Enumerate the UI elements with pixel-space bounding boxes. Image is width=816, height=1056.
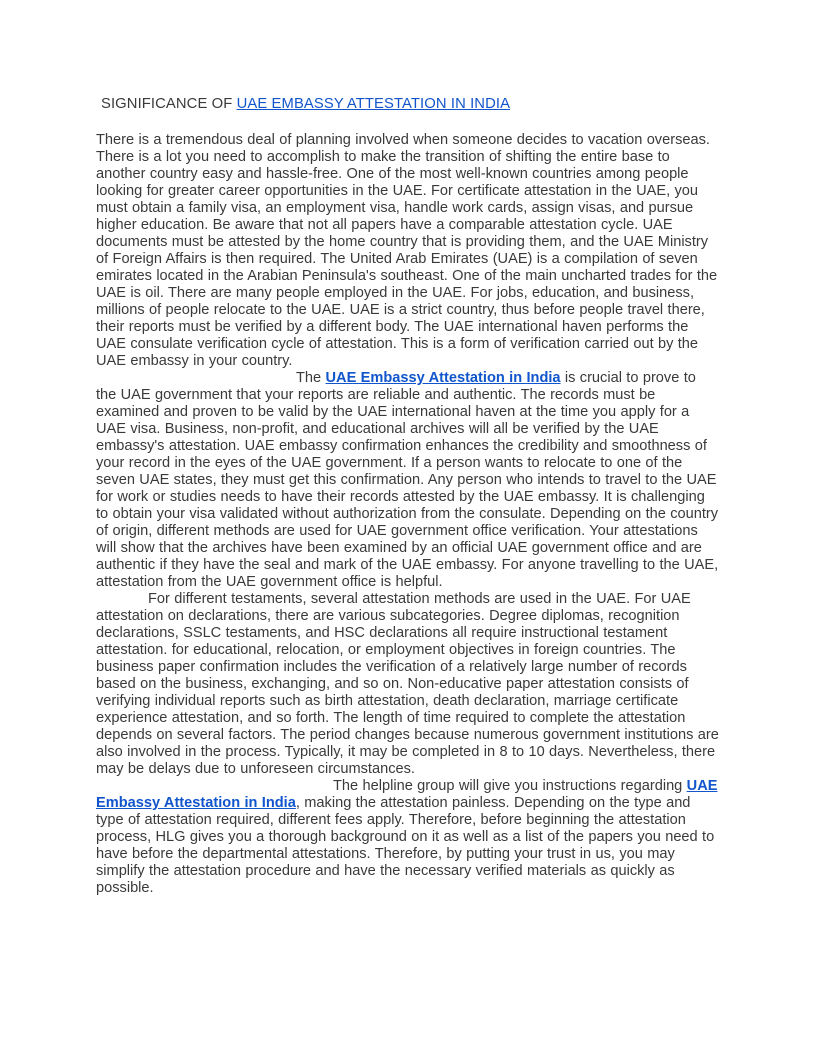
page-title — [96, 96, 720, 113]
paragraph — [96, 370, 720, 591]
text-segment: There is a tremendous deal of planning involved when someone decides to vacation overseas. There is a lot you need to accomplish to make the transition of shifting the entire base to another country easy and hassle-free. One of the most well-known countries among people looking for greater career opportunities in the UAE. For certificate attestation in the UAE, you must obtain a family visa, an employment visa, handle work cards, assign visas, and pursue higher education. Be aware that not all papers have a comparable attestation cycle. UAE documents must be attested by the home country that is providing them, and the UAE Ministry of Foreign Affairs is then required. The United Arab Emirates (UAE) is a compilation of seven emirates located in the Arabian Peninsula's southeast. One of the main uncharted trades for the UAE is oil. There are many people employed in the UAE. For jobs, education, and business, millions of people relocate to the UAE. UAE is a strict country, thus before people travel there, their reports must be verified by a different body. The UAE international haven performs the UAE consulate verification cycle of attestation. This is a form of verification carried out by the UAE embassy in your country. — [96, 132, 718, 369]
title-text: SIGNIFICANCE OF — [101, 96, 237, 112]
text-segment: , making the attestation painless. Depending on the type and type of attestation required, different fees apply. Therefore, before beginning the attestation process, HLG gives you a thorough background on it as well as a list of the papers you need to have before the departmental attestations. Therefore, by putting your trust in us, you may simplify the attestation procedure and have the necessary verified materials as quickly as possible. — [96, 795, 715, 896]
text-segment: The helpline group will give you instructions regarding — [333, 778, 687, 794]
title-link[interactable]: UAE EMBASSY ATTESTATION IN INDIA — [236, 96, 511, 112]
text-segment: For different testaments, several attestation methods are used in the UAE. For UAE attestation on declarations, there are various subcategories. Degree diplomas, recognition declarations, SSLC testaments, and HSC declarations all require instructional testament attestation. for educational, relocation, or employment objectives in foreign countries. The business paper confirmation includes the verification of a relatively large number of records based on the business, exchanging, and so on. Non-educative paper attestation consists of verifying individual reports such as birth attestation, death declaration, marriage certificate experience attestation, and so forth. The length of time required to complete the attestation depends on several factors. The period changes because numerous government institutions are also involved in the process. Typically, it may be completed in 8 to 10 days. Nevertheless, there may be delays due to unforeseen circumstances. — [96, 591, 719, 777]
document-body — [96, 132, 720, 897]
paragraph — [96, 591, 720, 778]
inline-link[interactable]: UAE Embassy Attestation in India — [96, 778, 718, 811]
paragraph — [96, 778, 720, 897]
text-segment: is crucial to prove to the UAE government that your reports are reliable and authentic. The records must be examined and proven to be valid by the UAE international haven at the time you apply for a UAE visa. Business, non-profit, and educational archives will all be verified by the UAE embassy's attestation. UAE embassy confirmation enhances the credibility and smoothness of your record in the eyes of the UAE government. If a person wants to relocate to one of the seven UAE states, they must get this confirmation. Any person who intends to travel to the UAE for work or studies needs to have their records attested by the UAE embassy. It is challenging to obtain your visa validated without authorization from the consulate. Depending on the country of origin, different methods are used for UAE government office verification. Your attestations will show that the archives have been examined by an official UAE government office and are authentic if they have the seal and mark of the UAE embassy. For anyone travelling to the UAE, attestation from the UAE government office is helpful. — [96, 370, 719, 590]
inline-link[interactable]: UAE Embassy Attestation in India — [325, 370, 561, 386]
text-segment: The — [296, 370, 326, 386]
paragraph — [96, 132, 720, 370]
